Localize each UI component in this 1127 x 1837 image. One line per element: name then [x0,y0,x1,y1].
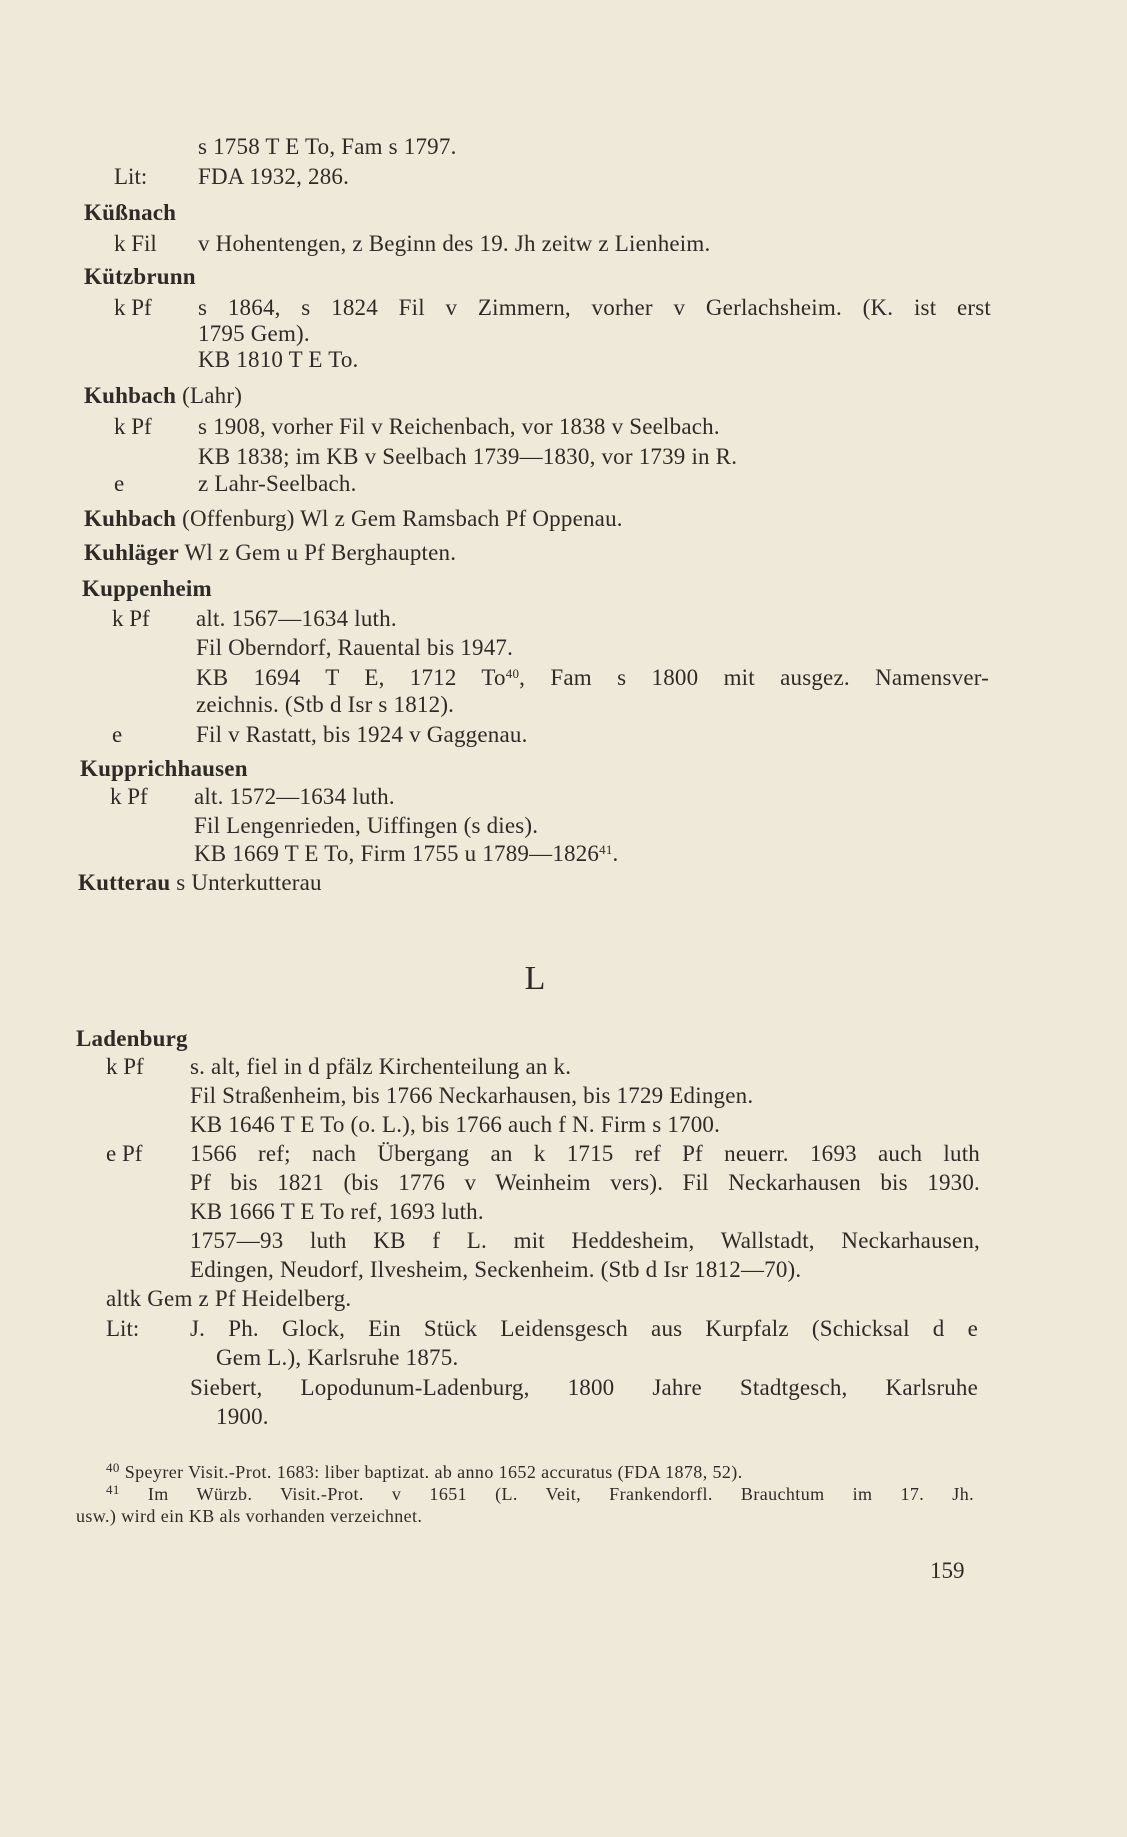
heading-name: Kutterau [78,870,171,895]
footnote-number: 40 [106,1460,120,1475]
entry-heading-kuessnach: Küßnach [84,200,177,225]
entry-heading-kuppenheim: Kuppenheim [82,576,212,601]
entry-line: s 1758 T E To, Fam s 1797. [198,134,457,159]
entry-line: KB 1666 T E To ref, 1693 luth. [190,1199,484,1224]
entry-label: e [112,722,123,747]
entry-label: k Pf [114,295,152,320]
text-segment: KB 1694 T E, 1712 To [196,665,506,690]
entry-line: 1566 ref; nach Übergang an k 1715 ref Pf neuerr. 1693 auch luth [190,1141,980,1166]
section-letter: L [524,960,546,997]
footnote-number: 41 [106,1482,120,1497]
entry-line: s 1864, s 1824 Fil v Zimmern, vorher v Gerlachsheim. (K. ist erst [198,295,991,320]
entry-heading-kuhlaeger [84,540,456,566]
entry-line: s 1908, vorher Fil v Reichenbach, vor 1838 v Seelbach. [198,414,720,439]
lit-text: Gem L.), Karlsruhe 1875. [216,1345,459,1370]
text-segment: , Fam s 1800 mit ausgez. Namensver- [519,665,990,690]
entry-heading-kuhbach-lahr [84,383,242,409]
entry-heading-kutterau [78,870,322,896]
entry-line: Fil v Rastatt, bis 1924 v Gaggenau. [196,722,528,747]
entry-line: KB 1838; im KB v Seelbach 1739—1830, vor 1739 in R. [198,444,738,469]
footnote-40 [106,1462,743,1482]
page-number: 159 [930,1558,965,1583]
lit-text: FDA 1932, 286. [198,164,350,189]
entry-line: Wl z Gem u Pf Berghaupten. [184,540,457,565]
entry-line: Fil Lengenrieden, Uiffingen (s dies). [194,813,539,838]
entry-line [196,665,989,691]
entry-heading-kupprichhausen: Kupprichhausen [80,756,248,781]
lit-label: Lit: [106,1316,140,1341]
footnote-ref: 41 [599,842,613,857]
entry-line: Fil Oberndorf, Rauental bis 1947. [196,635,514,660]
entry-line: KB 1646 T E To (o. L.), bis 1766 auch f N. Firm s 1700. [190,1112,721,1137]
lit-text: J. Ph. Glock, Ein Stück Leidensgesch aus Kurpfalz (Schicksal d e [190,1316,978,1341]
entry-line: alt. 1572—1634 luth. [194,784,395,809]
footnote-ref: 40 [505,666,520,681]
text-segment: . [612,841,619,866]
entry-line: KB 1810 T E To. [198,347,359,372]
entry-line: alt. 1567—1634 luth. [196,606,397,631]
entry-label: k Pf [110,784,148,809]
footnote-41 [106,1484,974,1504]
entry-line: s. alt, fiel in d pfälz Kirchenteilung an k. [190,1054,572,1079]
heading-qualifier: (Lahr) [182,383,243,408]
lit-text: Siebert, Lopodunum-Ladenburg, 1800 Jahre Stadtgesch, Karlsruhe [190,1375,978,1400]
text-segment: KB 1669 T E To, Firm 1755 u 1789—1826 [194,841,600,866]
entry-line: Pf bis 1821 (bis 1776 v Weinheim vers). Fil Neckarhausen bis 1930. [190,1170,980,1195]
entry-label: k Fil [114,231,157,256]
entry-line [194,841,619,867]
entry-line: 1795 Gem). [198,321,310,346]
heading-name: Kuhbach [84,506,177,531]
footnote-text: Im Würzb. Visit.-Prot. v 1651 (L. Veit, Frankendorfl. Brauchtum im 17. Jh. [147,1484,974,1504]
entry-line: z Lahr-Seelbach. [198,471,357,496]
entry-label: k Pf [114,414,152,439]
entry-label: k Pf [106,1054,144,1079]
entry-heading-ladenburg: Ladenburg [76,1026,188,1051]
lit-label: Lit: [114,164,148,189]
entry-line: Edingen, Neudorf, Ilvesheim, Seckenheim. (Stb d Isr 1812—70). [190,1257,802,1282]
entry-label: e [114,471,125,496]
entry-line: 1757—93 luth KB f L. mit Heddesheim, Wallstadt, Neckarhausen, [190,1228,980,1253]
footnote-text: usw.) wird ein KB als vorhanden verzeichnet. [76,1506,423,1526]
heading-name: Kuhläger [84,540,179,565]
entry-heading-kuetzbrunn: Kützbrunn [84,264,196,289]
entry-heading-kuhbach-offenburg [84,506,623,532]
entry-label: e Pf [106,1141,143,1166]
lit-text: 1900. [216,1404,269,1429]
heading-name: Kuhbach [84,383,177,408]
entry-line: altk Gem z Pf Heidelberg. [106,1286,352,1311]
entry-line: (Offenburg) Wl z Gem Ramsbach Pf Oppenau. [182,506,623,531]
entry-line: v Hohentengen, z Beginn des 19. Jh zeitw z Lienheim. [198,231,711,256]
entry-line: zeichnis. (Stb d Isr s 1812). [196,692,455,717]
entry-line: Fil Straßenheim, bis 1766 Neckarhausen, bis 1729 Edingen. [190,1083,754,1108]
entry-line: s Unterkutterau [176,870,322,895]
entry-label: k Pf [112,606,150,631]
footnote-text: Speyrer Visit.-Prot. 1683: liber baptizat. ab anno 1652 accuratus (FDA 1878, 52). [124,1462,743,1482]
